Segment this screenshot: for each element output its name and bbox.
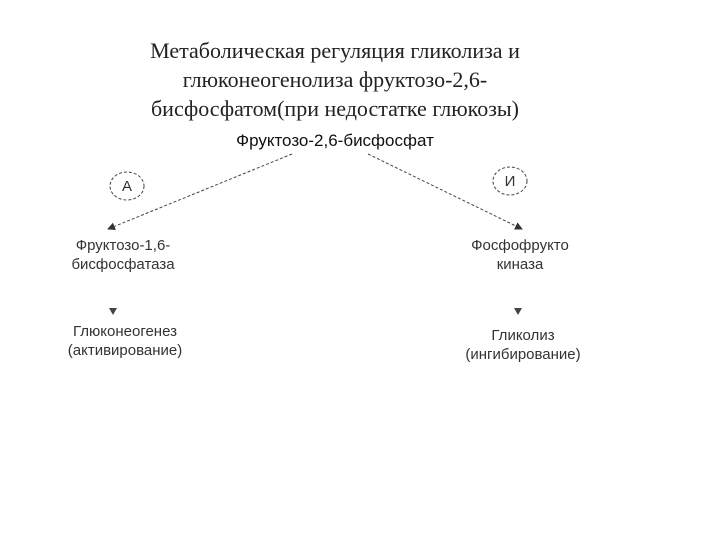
right-down-arrow xyxy=(514,308,522,315)
right-enzyme-node xyxy=(440,236,600,274)
right-result-line-1: Гликолиз xyxy=(491,327,555,344)
root-node-fructose-2-6-bisphosphate: Фруктозо-2,6-бисфосфат xyxy=(236,131,434,150)
right-enzyme-line-1: Фосфофрукто xyxy=(471,237,569,254)
left-badge-label: А xyxy=(121,178,133,195)
left-enzyme-line-2: бисфосфатаза xyxy=(71,256,175,273)
left-down-arrow xyxy=(109,308,117,315)
left-result-node xyxy=(40,322,210,360)
title-line-2: глюконеогенолиза фруктозо-2,6- xyxy=(182,67,488,92)
title-line-1: Метаболическая регуляция гликолиза и xyxy=(150,38,520,63)
left-badge-activation xyxy=(110,172,144,200)
right-result-line-2: (ингибирование) xyxy=(465,346,581,363)
right-enzyme-line-2: киназа xyxy=(496,256,544,273)
left-enzyme-node xyxy=(48,236,198,274)
right-result-node xyxy=(438,326,608,364)
left-result-line-1: Глюконеогенез xyxy=(73,323,177,340)
left-enzyme-line-1: Фруктозо-1,6- xyxy=(75,237,171,254)
title-line-3: бисфосфатом(при недостатке глюкозы) xyxy=(150,96,520,121)
right-badge-label: И xyxy=(504,173,516,190)
arrow-to-left-enzyme xyxy=(108,154,292,229)
left-result-line-2: (активирование) xyxy=(67,342,183,359)
right-badge-inhibition xyxy=(493,167,527,195)
